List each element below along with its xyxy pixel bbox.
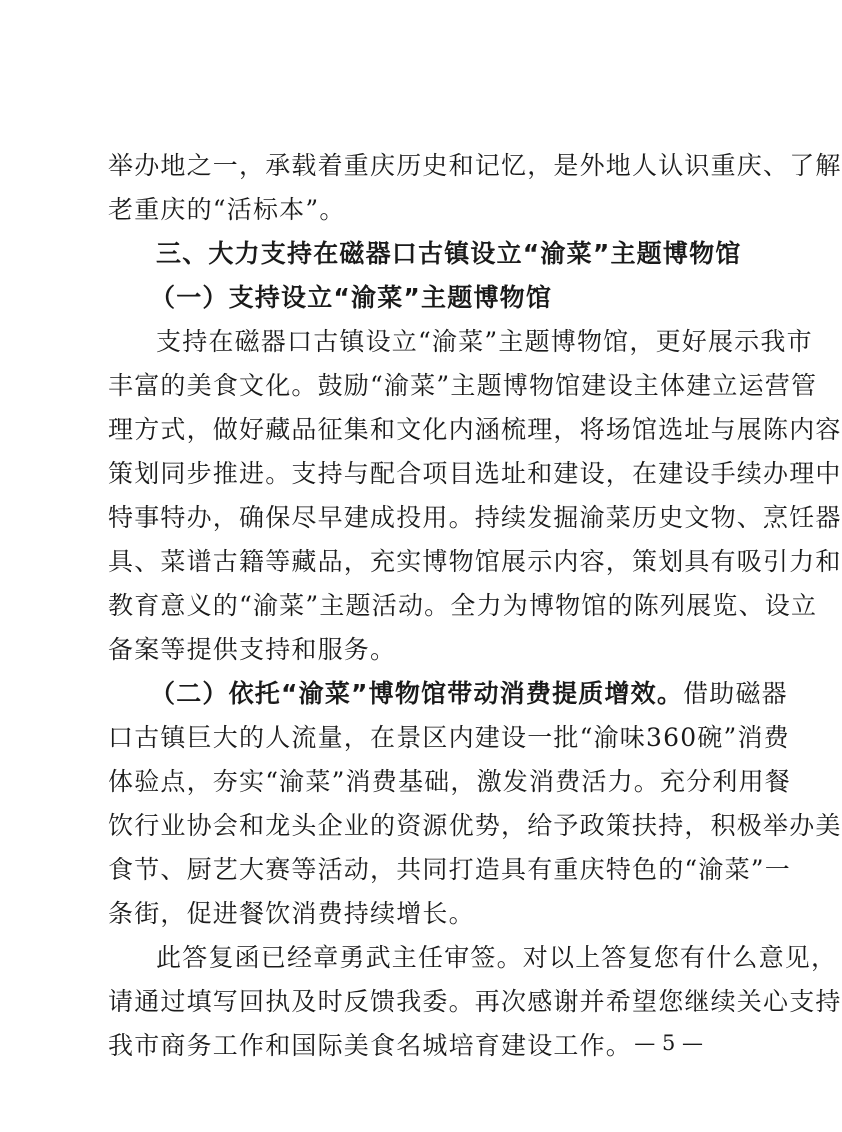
- paragraph-first-line: 此答复函已经章勇武主任审签。对以上答复您有什么意见，: [156, 943, 838, 972]
- body-line: 请通过填写回执及时反馈我委。再次感谢并希望您继续关心支持: [108, 987, 842, 1016]
- body-line: 丰富的美食文化。鼓励“渝菜”主题博物馆建设主体建立运营管: [108, 371, 818, 400]
- body-line: 体验点，夯实“渝菜”消费基础，激发消费活力。充分利用餐: [108, 767, 791, 796]
- body-line: 老重庆的“活标本”。: [108, 195, 346, 224]
- body-line: 条街，促进餐饮消费持续增长。: [108, 899, 475, 928]
- body-line: 策划同步推进。支持与配合项目选址和建设，在建设手续办理中: [108, 459, 842, 488]
- body-line: 具、菜谱古籍等藏品，充实博物馆展示内容，策划具有吸引力和: [108, 547, 842, 576]
- body-line: 教育意义的“渝菜”主题活动。全力为博物馆的陈列展览、设立: [108, 591, 818, 620]
- page-number: — 5 —: [634, 1031, 703, 1055]
- body-line: 饮行业协会和龙头企业的资源优势，给予政策扶持，积极举办美: [108, 811, 842, 840]
- subsection-paragraph-first-line: [150, 672, 788, 716]
- section-heading: 三、大力支持在磁器口古镇设立“渝菜”主题博物馆: [156, 239, 742, 268]
- body-line: 备案等提供支持和服务。: [108, 635, 397, 664]
- body-line: 口古镇巨大的人流量，在景区内建设一批“渝味360碗”消费: [108, 723, 790, 752]
- body-line: 特事特办，确保尽早建成投用。持续发掘渝菜历史文物、烹饪器: [108, 503, 842, 532]
- body-text-inline: 借助磁器: [683, 679, 788, 708]
- body-line: 举办地之一，承载着重庆历史和记忆，是外地人认识重庆、了解: [108, 151, 842, 180]
- subsection-heading-inline: （二）依托“渝菜”博物馆带动消费提质增效。: [150, 679, 684, 708]
- paragraph-first-line: 支持在磁器口古镇设立“渝菜”主题博物馆，更好展示我市: [156, 327, 813, 356]
- body-line: 我市商务工作和国际美食名城培育建设工作。: [108, 1031, 633, 1060]
- body-line: 食节、厨艺大赛等活动，共同打造具有重庆特色的“渝菜”一: [108, 855, 791, 884]
- body-line: 理方式，做好藏品征集和文化内涵梳理，将场馆选址与展陈内容: [108, 415, 842, 444]
- subsection-heading: （一）支持设立“渝菜”主题博物馆: [150, 283, 553, 312]
